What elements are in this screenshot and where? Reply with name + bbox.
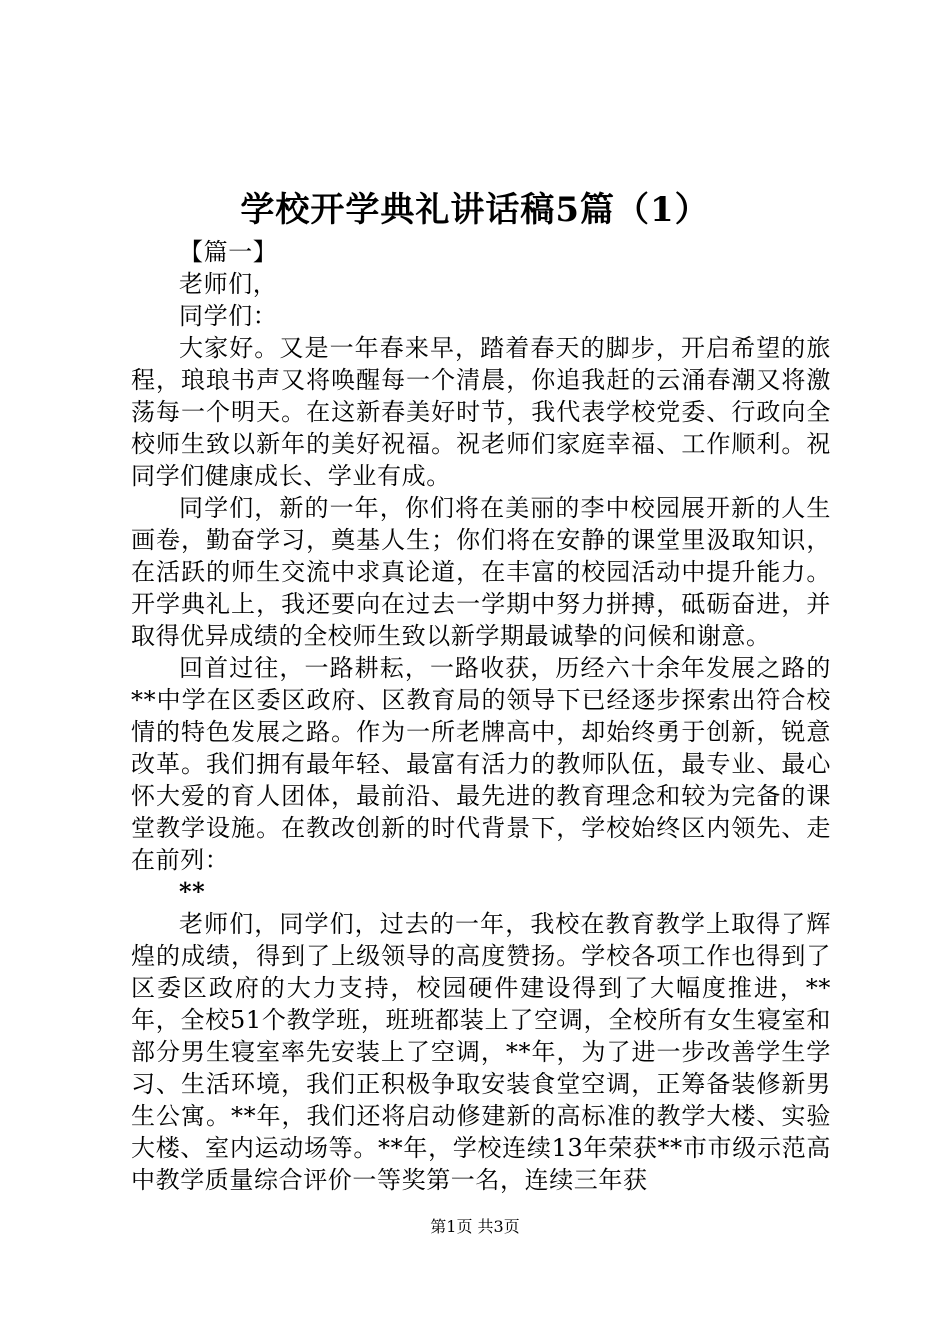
paragraph-3: 回首过往，一路耕耘，一路收获，历经六十余年发展之路的**中学在区委区政府、区教育局的领导下已经逐步探索出符合校情的特色发展之路。作为一所老牌高中，却始终勇于创新，锐意改革。我们拥有最年轻、最富有活力的教师队伍，最专业、最心怀大爱的育人团体，最前沿、最先进的教育理念和较为完备的课堂教学设施。在教改创新的时代背景下，学校始终区内领先、走在前列： <box>131 654 831 874</box>
page-footer: 第1页 共3页 <box>430 1217 520 1236</box>
redacted-line: ** <box>179 877 206 906</box>
greeting-students: 同学们： <box>179 302 278 330</box>
document-body <box>131 236 831 1196</box>
greeting-teachers: 老师们， <box>179 270 278 298</box>
paragraph-4: 老师们，同学们，过去的一年，我校在教育教学上取得了辉煌的成绩，得到了上级领导的高度赞扬。学校各项工作也得到了区委区政府的大力支持，校园硬件建设得到了大幅度推进，**年，全校51个教学班，班班都装上了空调，全校所有女生寝室和部分男生寝室率先安装上了空调，**年，为了进一步改善学生学习、生活环境，我们正积极争取安装食堂空调，正筹备装修新男生公寓。**年，我们还将启动修建新的高标准的教学大楼、实验大楼、室内运动场等。**年，学校连续13年荣获**市市级示范高中教学质量综合评价一等奖第一名，连续三年获 <box>131 910 831 1194</box>
document-title: 学校开学典礼讲话稿5篇（1） <box>240 190 710 230</box>
paragraph-1: 大家好。又是一年春来早，踏着春天的脚步，开启希望的旅程，琅琅书声又将唤醒每一个清晨，你追我赶的云涌春潮又将激荡每一个明天。在这新春美好时节，我代表学校党委、行政向全校师生致以新年的美好祝福。祝老师们家庭幸福、工作顺利。祝同学们健康成长、学业有成。 <box>131 334 831 490</box>
section-label: 【篇一】 <box>179 238 278 266</box>
paragraph-2: 同学们，新的一年，你们将在美丽的李中校园展开新的人生画卷，勤奋学习，奠基人生；你们将在安静的课堂里汲取知识，在活跃的师生交流中求真论道，在丰富的校园活动中提升能力。开学典礼上，我还要向在过去一学期中努力拼搏，砥砺奋进，并取得优异成绩的全校师生致以新学期最诚挚的问候和谢意。 <box>131 494 831 650</box>
